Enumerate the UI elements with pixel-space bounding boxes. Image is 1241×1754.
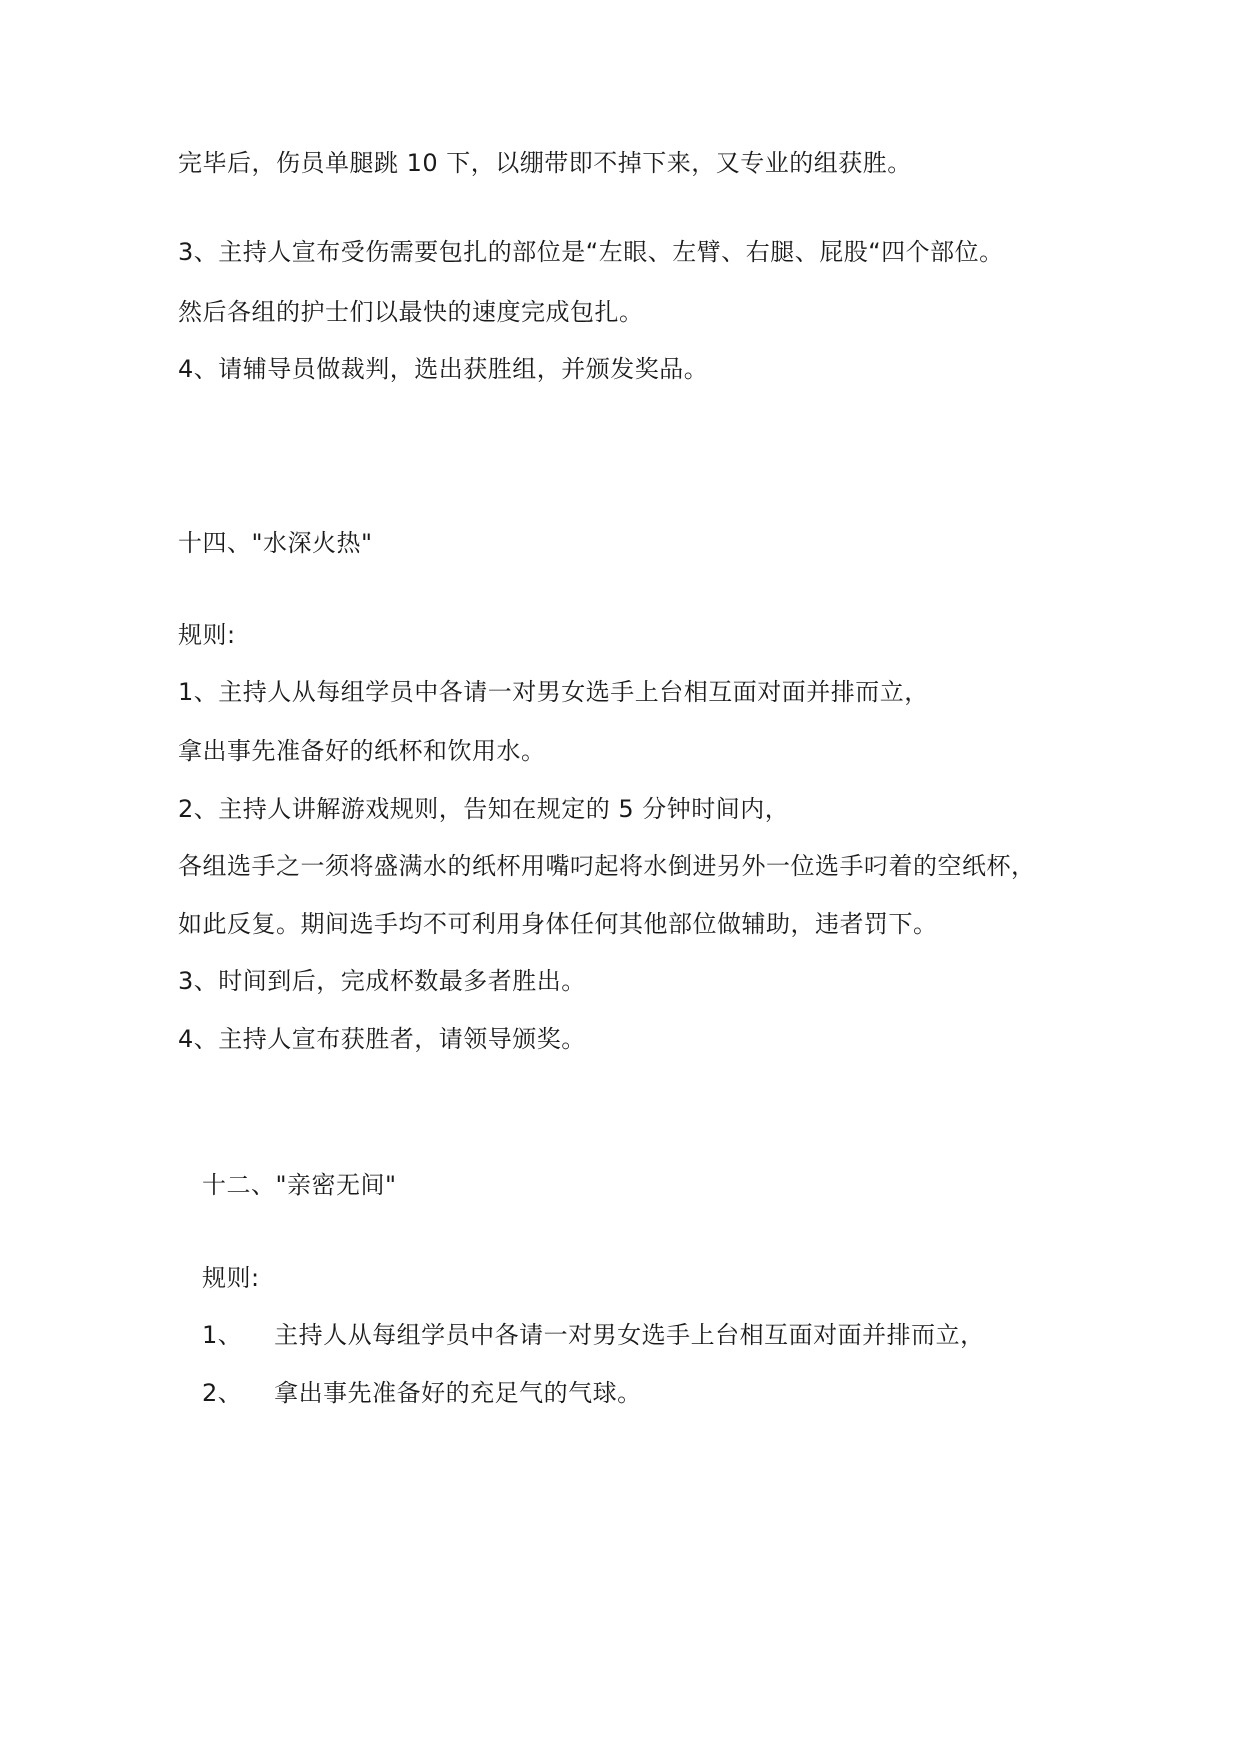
s14-item-4: 4、主持人宣布获胜者，请领导颁奖。 <box>178 1025 586 1053</box>
s14-item-2-line-2: 各组选手之一须将盛满水的纸杯用嘴叼起将水倒进另外一位选手叼着的空纸杯， <box>178 852 1036 880</box>
s14-item-2-line-1: 2、主持人讲解游戏规则，告知在规定的 5 分钟时间内， <box>178 795 790 823</box>
section-12-rules-label: 规则: <box>202 1264 260 1292</box>
continuation-line: 完毕后，伤员单腿跳 10 下，以绷带即不掉下来，又专业的组获胜。 <box>178 149 912 177</box>
section-14-title: 十四、"水深火热" <box>178 529 373 557</box>
s12-item-1-number: 1、 <box>202 1321 243 1349</box>
section-14-rules-label: 规则: <box>178 621 236 649</box>
s14-item-3: 3、时间到后，完成杯数最多者胜出。 <box>178 967 586 995</box>
s12-item-2 <box>202 1378 642 1408</box>
s12-item-1 <box>202 1320 985 1350</box>
prev-item-3-line-2: 然后各组的护士们以最快的速度完成包扎。 <box>178 298 644 326</box>
s12-item-1-text: 主持人从每组学员中各请一对男女选手上台相互面对面并排而立， <box>274 1321 985 1349</box>
s14-item-1-line-2: 拿出事先准备好的纸杯和饮用水。 <box>178 737 546 765</box>
section-12-title: 十二、"亲密无间" <box>202 1171 397 1199</box>
prev-item-4: 4、请辅导员做裁判，选出获胜组，并颁发奖品。 <box>178 355 709 383</box>
s12-item-2-text: 拿出事先准备好的充足气的气球。 <box>274 1379 642 1407</box>
s14-item-2-line-3: 如此反复。期间选手均不可利用身体任何其他部位做辅助，违者罚下。 <box>178 910 938 938</box>
prev-item-3-line-1: 3、主持人宣布受伤需要包扎的部位是“左眼、左臂、右腿、屁股“四个部位。 <box>178 238 1004 266</box>
s14-item-1-line-1: 1、主持人从每组学员中各请一对男女选手上台相互面对面并排而立， <box>178 678 929 706</box>
s12-item-2-number: 2、 <box>202 1379 243 1407</box>
